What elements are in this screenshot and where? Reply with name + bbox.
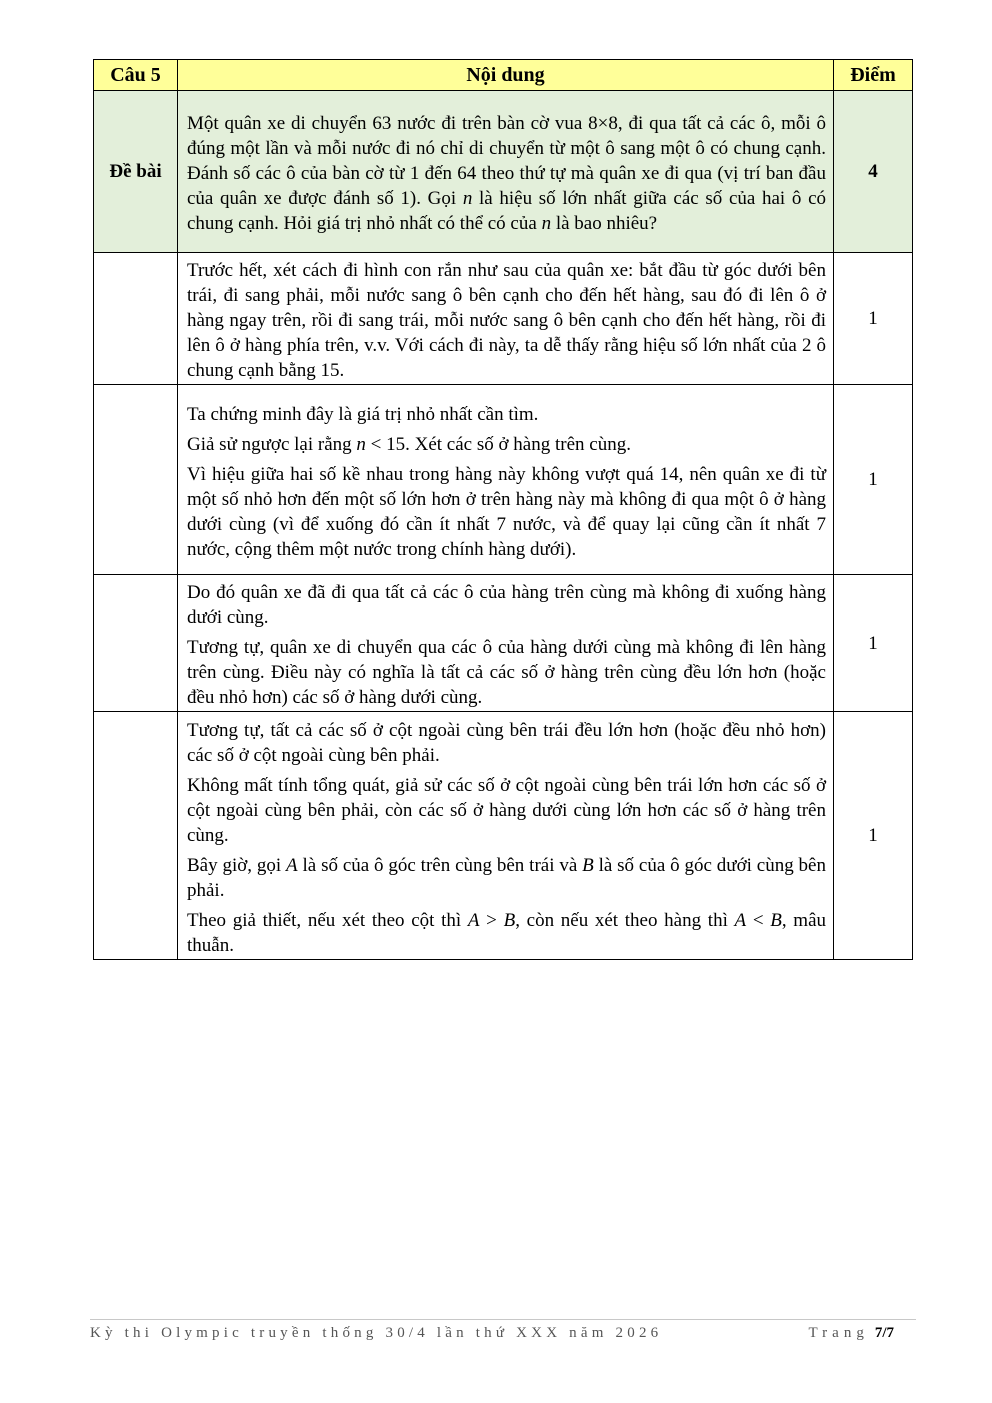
problem-label: Đề bài (94, 91, 178, 253)
step-content: Trước hết, xét cách đi hình con rắn như sau của quân xe: bắt đầu từ góc dưới bên trái, đi sang phải, mỗi nước sang ô bên cạnh cho đến hết hàng, sau đó đi lên ô ở hàng ngay trên, rồi đi sang trái, mỗi nước sang ô bên cạnh cho đến hết hàng, rồi đi lên ô ở hàng phía trên, v.v. Với cách đi này, ta dễ thấy rằng hiệu số lớn nhất của 2 ô chung cạnh bằng 15. (178, 253, 834, 385)
footer-page-number: 7/7 (874, 1325, 894, 1341)
page-footer (90, 1319, 916, 1350)
solution-step-row (94, 712, 913, 960)
solution-step-row (94, 253, 913, 385)
solution-step-row (94, 575, 913, 712)
step-score: 1 (834, 712, 913, 960)
empty-label-cell (94, 385, 178, 575)
step-score: 1 (834, 253, 913, 385)
problem-score: 4 (834, 91, 913, 253)
header-content: Nội dung (178, 60, 834, 91)
step-content: Tương tự, tất cả các số ở cột ngoài cùng bên trái đều lớn hơn (hoặc đều nhỏ hơn) các số ở cột ngoài cùng bên phải. Không mất tính tổng quát, giả sử các số ở cột ngoài cùng bên trái lớn hơn các số ở cột ngoài cùng bên phải, còn các số ở hàng dưới cùng lớn hơn các số ở hàng trên cùng. Bây giờ, gọi A là số của ô góc trên cùng bên trái và B là số của ô góc dưới cùng bên phải. Theo giả thiết, nếu xét theo cột thì A > B, còn nếu xét theo hàng thì A < B, mâu thuẫn. (178, 712, 834, 960)
header-question: Câu 5 (94, 60, 178, 91)
step-content: Ta chứng minh đây là giá trị nhỏ nhất cần tìm. Giả sử ngược lại rằng n < 15. Xét các số ở hàng trên cùng. Vì hiệu giữa hai số kề nhau trong hàng này không vượt quá 14, nên quân xe đi từ một số nhỏ hơn đến một số lớn hơn ở trên hàng này mà không đi qua một ô ở hàng dưới cùng (vì để xuống đó cần ít nhất 7 nước, và để quay lại cũng cần ít nhất 7 nước, cộng thêm một nước trong chính hàng dưới). (178, 385, 834, 575)
problem-statement: Một quân xe di chuyển 63 nước đi trên bàn cờ vua 8×8, đi qua tất cả các ô, mỗi ô đúng một lần và mỗi nước đi nó chỉ di chuyển từ một ô sang một ô có chung cạnh. Đánh số các ô của bàn cờ từ 1 đến 64 theo thứ tự mà quân xe đi qua (vị trí ban đầu của quân xe được đánh số 1). Gọi n là hiệu số lớn nhất giữa các số của hai ô có chung cạnh. Hỏi giá trị nhỏ nhất có thể có của n là bao nhiêu? (178, 91, 834, 253)
header-score: Điểm (834, 60, 913, 91)
solution-step-row (94, 385, 913, 575)
empty-label-cell (94, 575, 178, 712)
empty-label-cell (94, 712, 178, 960)
problem-row (94, 91, 913, 253)
step-content: Do đó quân xe đã đi qua tất cả các ô của hàng trên cùng mà không đi xuống hàng dưới cùng. Tương tự, quân xe di chuyển qua các ô của hàng dưới cùng mà không đi lên hàng trên cùng. Điều này có nghĩa là tất cả các số ở hàng trên cùng đều lớn hơn (hoặc đều nhỏ hơn) các số ở hàng dưới cùng. (178, 575, 834, 712)
table-header-row (94, 60, 913, 91)
step-score: 1 (834, 575, 913, 712)
empty-label-cell (94, 253, 178, 385)
step-score: 1 (834, 385, 913, 575)
footer-page-label: Trang (808, 1325, 869, 1341)
solution-table (93, 59, 913, 960)
footer-exam-title: Kỳ thi Olympic truyền thống 30/4 lần thứ XXX năm 2026 (90, 1325, 663, 1341)
footer-page-info (809, 1325, 894, 1342)
